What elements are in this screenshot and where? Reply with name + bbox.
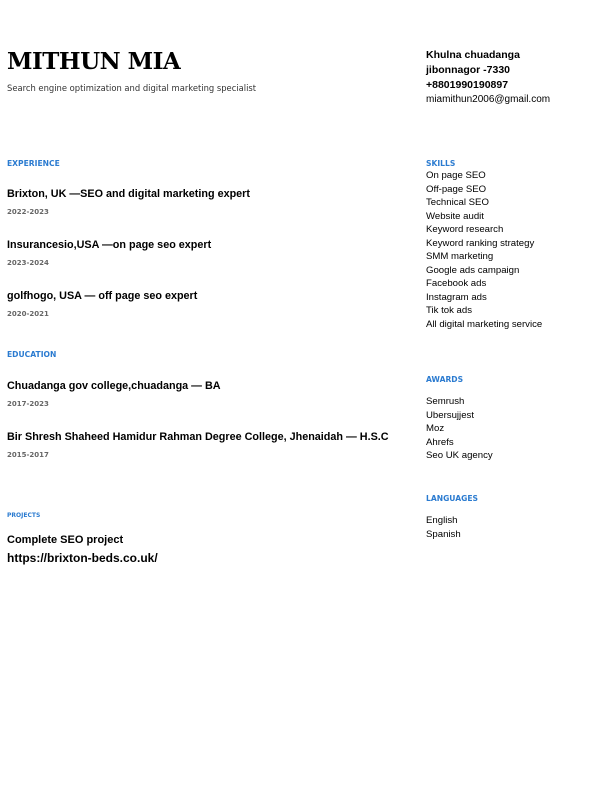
skills-heading: SKILLS xyxy=(426,159,456,168)
skill-item: Instagram ads xyxy=(426,291,487,303)
experience-title: golfhogo, USA — off page seo expert xyxy=(7,290,198,302)
education-dates: 2017-2023 xyxy=(7,400,49,408)
skill-item: Off-page SEO xyxy=(426,183,487,195)
candidate-name: MITHUN MIA xyxy=(7,48,181,75)
award-item: Seo UK agency xyxy=(426,450,493,461)
education-title: Bir Shresh Shaheed Hamidur Rahman Degree College, Jhenaidah — H.S.C xyxy=(7,431,389,443)
awards-heading: AWARDS xyxy=(426,375,464,384)
award-item: Ahrefs xyxy=(426,436,454,448)
skill-item: Keyword research xyxy=(426,224,504,235)
skill-item: Keyword ranking strategy xyxy=(426,237,535,249)
skill-item: Website audit xyxy=(426,210,484,222)
languages-heading: LANGUAGES xyxy=(426,494,479,503)
language-item: Spanish xyxy=(426,528,461,540)
experience-dates: 2023-2024 xyxy=(7,259,49,267)
skill-item: On page SEO xyxy=(426,170,486,181)
address-line-1: Khulna chuadanga xyxy=(426,49,520,61)
education-heading: EDUCATION xyxy=(7,350,57,359)
education-title: Chuadanga gov college,chuadanga — BA xyxy=(7,380,221,392)
experience-dates: 2020-2021 xyxy=(7,310,49,318)
skill-item: Tik tok ads xyxy=(426,305,473,316)
candidate-subtitle: Search engine optimization and digital marketing specialist xyxy=(7,83,257,93)
skill-item: All digital marketing service xyxy=(426,318,543,330)
email-address: miamithun2006@gmail.com xyxy=(426,94,551,105)
language-item: English xyxy=(426,515,458,526)
projects-heading: PROJECTS xyxy=(7,512,41,519)
skill-item: Facebook ads xyxy=(426,278,487,289)
project-link[interactable]: https://brixton-beds.co.uk/ xyxy=(7,551,158,565)
skill-item: Technical SEO xyxy=(426,197,489,208)
address-line-2: jibonnagor -7330 xyxy=(426,64,511,76)
award-item: Ubersujjest xyxy=(426,409,474,421)
experience-heading: EXPERIENCE xyxy=(7,159,60,168)
experience-title: Insurancesio,USA —on page seo expert xyxy=(7,239,212,251)
skill-item: SMM marketing xyxy=(426,251,494,262)
experience-dates: 2022-2023 xyxy=(7,208,49,216)
award-item: Moz xyxy=(426,423,445,434)
skill-item: Google ads campaign xyxy=(426,264,520,276)
experience-title: Brixton, UK —SEO and digital marketing expert xyxy=(7,188,250,200)
award-item: Semrush xyxy=(426,396,465,407)
phone-number: +8801990190897 xyxy=(426,79,509,91)
education-dates: 2015-2017 xyxy=(7,451,49,459)
project-title: Complete SEO project xyxy=(7,534,124,546)
